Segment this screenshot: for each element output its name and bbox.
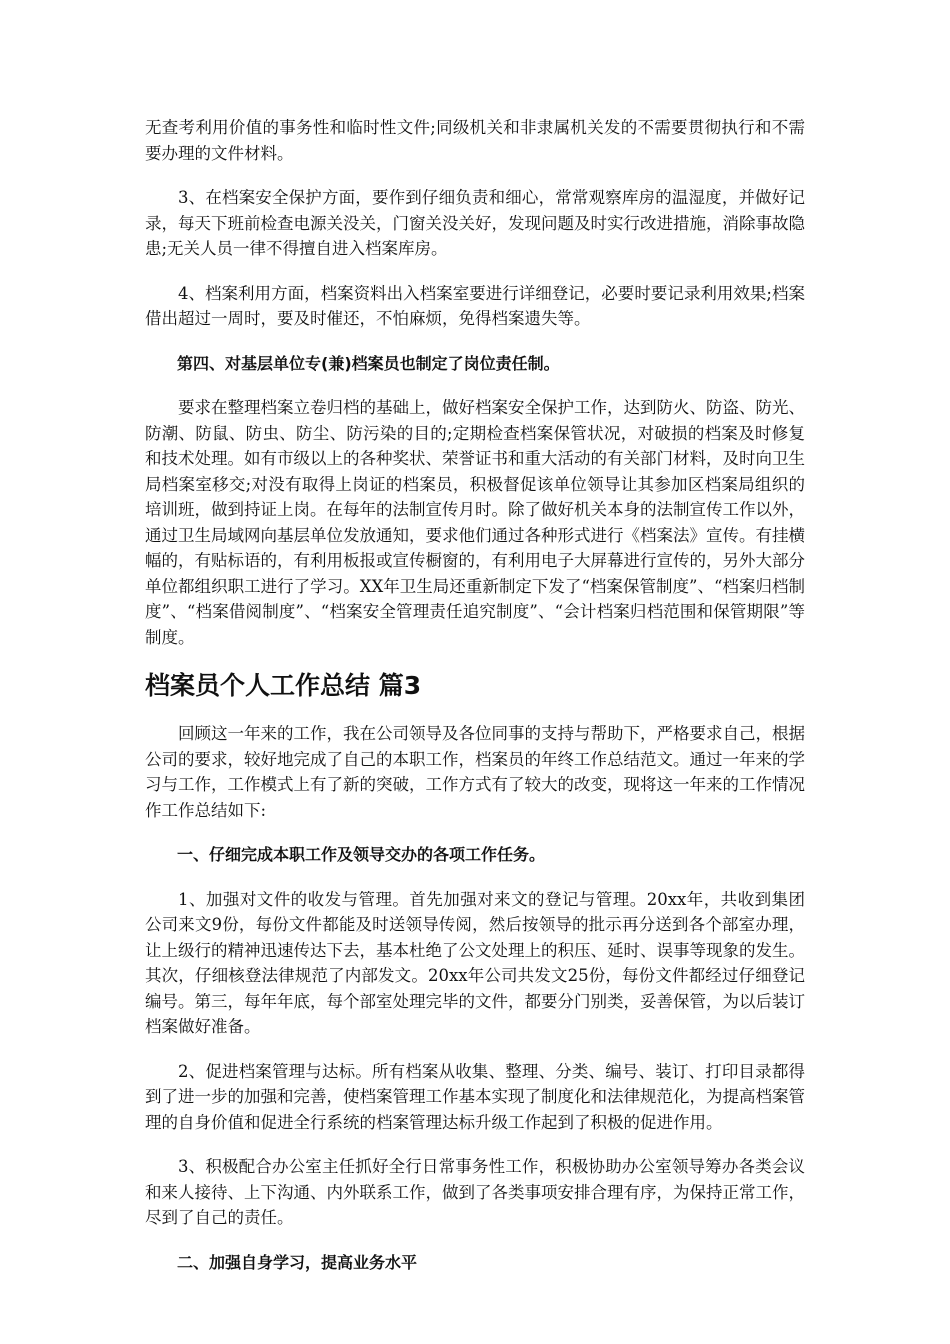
section-heading-2: 二、加强自身学习，提高业务水平 (177, 1252, 418, 1272)
paragraph-1: 无查考利用价值的事务性和临时性文件;同级机关和非隶属机关发的不需要贯彻执行和不需要办理的文件材料。 (145, 118, 805, 163)
paragraph-2: 3、在档案安全保护方面，要作到仔细负责和细心，常常观察库房的温湿度，并做好记录，每天下班前检查电源关没关，门窗关没关好，发现问题及时实行改进措施，消除事故隐患;无关人员一律不得擅自进入档案库房。 (145, 188, 805, 258)
section-heading-1: 一、仔细完成本职工作及领导交办的各项工作任务。 (177, 845, 546, 864)
paragraph-item-1: 1、加强对文件的收发与管理。首先加强对来文的登记与管理。20xx年，共收到集团公司来文9份，每份文件都能及时送领导传阅，然后按领导的批示再分送到各个部室办理，让上级行的精神迅速传达下去，基本杜绝了公文处理上的积压、延时、误事等现象的发生。其次，仔细核登法律规范了内部发文。20xx年公司共发文25份，每份文件都经过仔细登记编号。第三，每年年底，每个部室处理完毕的文件，都要分门别类，妥善保管，为以后装订档案做好准备。 (145, 889, 805, 1036)
article-heading: 档案员个人工作总结 篇3 (145, 671, 422, 700)
section-heading-4: 第四、对基层单位专(兼)档案员也制定了岗位责任制。 (177, 353, 560, 373)
paragraph-item-3: 3、积极配合办公室主任抓好全行日常事务性工作，积极协助办公室领导筹办各类会议和来人接待、上下沟通、内外联系工作，做到了各类事项安排合理有序，为保持正常工作，尽到了自己的责任。 (145, 1157, 805, 1227)
paragraph-3: 4、档案利用方面，档案资料出入档案室要进行详细登记，必要时要记录利用效果;档案借出超过一周时，要及时催还，不怕麻烦，免得档案遗失等。 (145, 283, 805, 328)
document-body (145, 115, 805, 1294)
paragraph-5: 要求在整理档案立卷归档的基础上，做好档案安全保护工作，达到防火、防盗、防光、防潮、防鼠、防虫、防尘、防污染的目的;定期检查档案保管状况，对破损的档案及时修复和技术处理。如有市级以上的各种奖状、荣誉证书和重大活动的有关部门材料，及时向卫生局档案室移交;对没有取得上岗证的档案员，积极督促该单位领导让其参加区档案局组织的培训班，做到持证上岗。在每年的法制宣传月时。除了做好机关本身的法制宣传工作以外，通过卫生局域网向基层单位发放通知，要求他们通过各种形式进行《档案法》宣传。有挂横幅的，有贴标语的，有利用板报或宣传橱窗的，有利用电子大屏幕进行宣传的，另外大部分单位都组织职工进行了学习。XX年卫生局还重新制定下发了“档案保管制度”、“档案归档制度”、“档案借阅制度”、“档案安全管理责任追究制度”、“会计档案归档范围和保管期限”等制度。 (145, 398, 805, 647)
paragraph-intro: 回顾这一年来的工作，我在公司领导及各位同事的支持与帮助下，严格要求自己，根据公司的要求，较好地完成了自己的本职工作，档案员的年终工作总结范文。通过一年来的学习与工作，工作模式上有了新的突破，工作方式有了较大的改变，现将这一年来的工作情况作工作总结如下: (145, 724, 805, 820)
paragraph-item-2: 2、促进档案管理与达标。所有档案从收集、整理、分类、编号、装订、打印目录都得到了进一步的加强和完善，使档案管理工作基本实现了制度化和法律规范化，为提高档案管理的自身价值和促进全行系统的档案管理达标升级工作起到了积极的促进作用。 (145, 1061, 805, 1132)
